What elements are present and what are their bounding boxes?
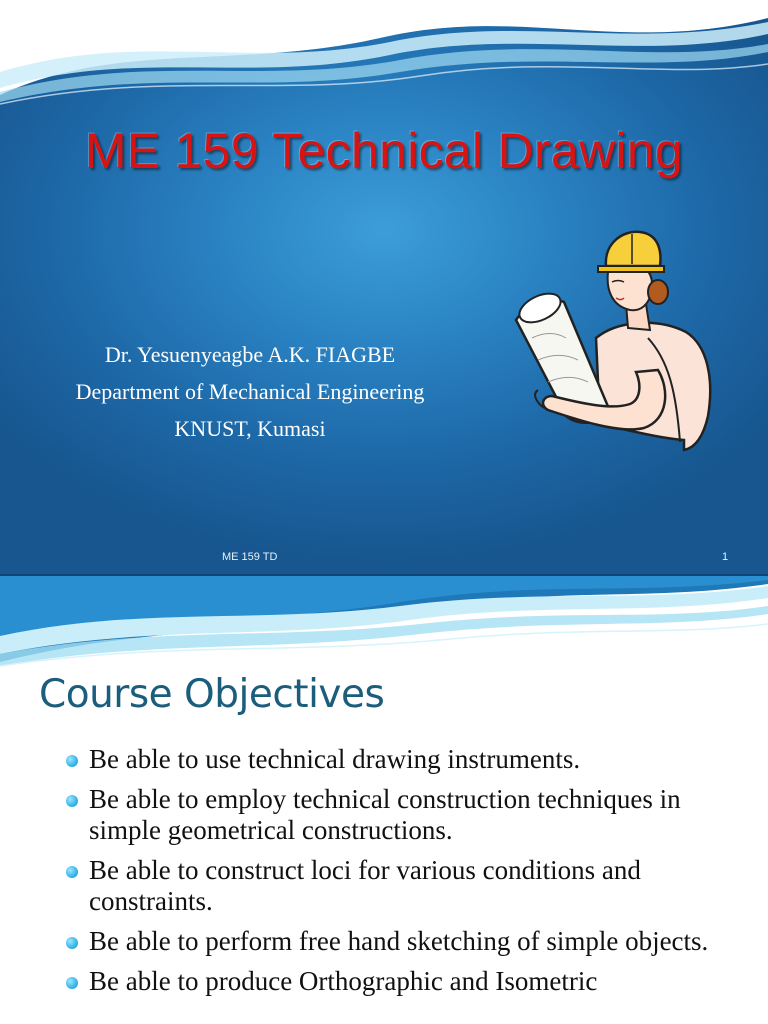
- engineer-with-blueprint-icon: [508, 220, 718, 452]
- objectives-slide: [0, 576, 768, 1024]
- bullet-icon: [66, 755, 78, 767]
- slide-number: 1: [722, 551, 729, 563]
- top-wave-decoration: [0, 0, 768, 120]
- bullet-icon: [66, 866, 78, 878]
- footer-course-code: ME 159 TD: [222, 551, 278, 563]
- bottom-edge-decoration: [0, 536, 768, 576]
- author-name: Dr. Yesuenyeagbe A.K. FIAGBE: [104, 342, 396, 367]
- bullet-icon: [66, 937, 78, 949]
- bullet-icon: [66, 795, 78, 807]
- presentation-title: ME 159 Technical Drawing: [84, 123, 684, 179]
- list-item: [66, 855, 746, 917]
- section-heading: Course Objectives: [39, 672, 385, 717]
- list-item: [66, 784, 746, 846]
- list-item: [66, 744, 746, 775]
- list-item-text: Be able to employ technical construction techniques in simple geometrical constructions.: [89, 784, 681, 845]
- list-item-text: Be able to construct loci for various conditions and constraints.: [89, 855, 641, 916]
- list-item-text: Be able to produce Orthographic and Isometric: [89, 966, 598, 996]
- list-item-text: Be able to perform free hand sketching of simple objects.: [89, 926, 709, 956]
- list-item-text: Be able to use technical drawing instruments.: [89, 744, 581, 774]
- bullet-icon: [66, 977, 78, 989]
- list-item: [66, 926, 746, 957]
- department-name: Department of Mechanical Engineering: [75, 379, 425, 404]
- objectives-list: [66, 744, 746, 1006]
- author-block: [20, 336, 480, 447]
- institution-location: KNUST, Kumasi: [174, 416, 326, 441]
- list-item: [66, 966, 746, 997]
- header-wave-decoration: [0, 576, 768, 671]
